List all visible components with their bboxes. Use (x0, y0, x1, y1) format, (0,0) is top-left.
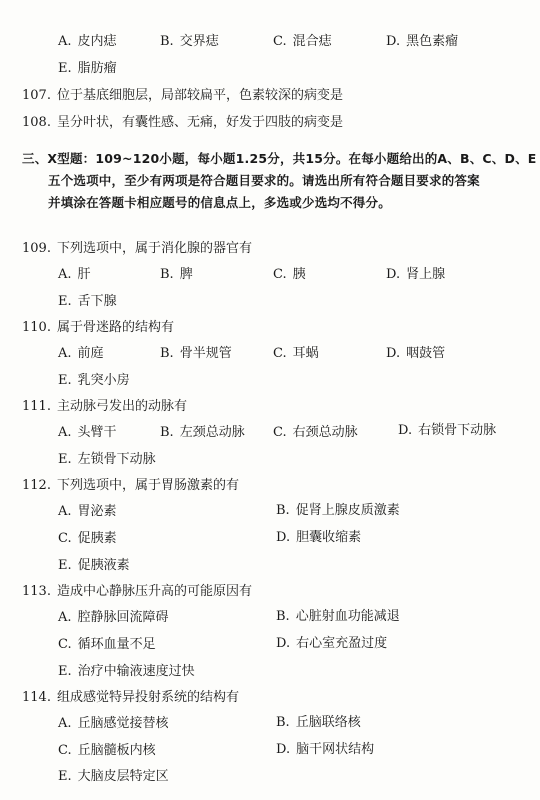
option-112-c: C. 促胰素 (58, 531, 117, 546)
option-114-e: E. 大脑皮层特定区 (58, 769, 169, 784)
option-109-a: A. 肝 (58, 267, 91, 282)
option-113-e: E. 治疗中输液速度过快 (58, 664, 195, 679)
option-110-a: A. 前庭 (58, 346, 104, 361)
option-109-d: D. 肾上腺 (386, 267, 446, 282)
option-111-e: E. 左锁骨下动脉 (58, 452, 156, 467)
question-111: 111. 主动脉弓发出的动脉有 (22, 399, 187, 414)
option-109-b: B. 脾 (160, 267, 193, 282)
option-110-d: D. 咽鼓管 (386, 346, 446, 361)
option-112-e: E. 促胰液素 (58, 558, 130, 573)
question-110: 110. 属于骨迷路的结构有 (22, 320, 174, 335)
question-113: 113. 造成中心静脉压升高的可能原因有 (22, 584, 252, 599)
section-line-2: 五个选项中，至少有两项是符合题目要求的。请选出所有符合题目要求的答案 (48, 173, 480, 188)
option-prev-c: C. 混合痣 (273, 34, 332, 49)
option-111-d: D. 右锁骨下动脉 (398, 423, 497, 438)
question-112: 112. 下列选项中，属于胃肠激素的有 (22, 478, 239, 493)
option-114-b: B. 丘脑联络核 (276, 715, 361, 730)
section-line-3: 并填涂在答题卡相应题号的信息点上，多选或少选均不得分。 (48, 195, 391, 210)
option-114-a: A. 丘脑感觉接替核 (58, 716, 169, 731)
option-109-e: E. 舌下腺 (58, 294, 117, 309)
option-112-a: A. 胃泌素 (58, 504, 117, 519)
option-111-c: C. 右颈总动脉 (273, 425, 358, 440)
option-prev-a: A. 皮内痣 (58, 34, 117, 49)
option-prev-e: E. 脂肪瘤 (58, 61, 117, 76)
question-109: 109. 下列选项中，属于消化腺的器官有 (22, 241, 252, 256)
question-107: 107. 位于基底细胞层，局部较扁平，色素较深的病变是 (22, 88, 343, 103)
option-113-a: A. 腔静脉回流障碍 (58, 610, 169, 625)
option-112-d: D. 胆囊收缩素 (276, 530, 362, 545)
option-prev-b: B. 交界痣 (160, 34, 219, 49)
option-110-b: B. 骨半规管 (160, 346, 232, 361)
option-110-c: C. 耳蜗 (273, 346, 319, 361)
option-113-b: B. 心脏射血功能减退 (276, 609, 400, 624)
option-111-b: B. 左颈总动脉 (160, 425, 245, 440)
option-114-d: D. 脑干网状结构 (276, 742, 375, 757)
option-110-e: E. 乳突小房 (58, 373, 130, 388)
section-instructions (22, 148, 537, 214)
option-114-c: C. 丘脑髓板内核 (58, 743, 156, 758)
option-111-a: A. 头臂干 (58, 425, 117, 440)
option-109-c: C. 胰 (273, 267, 306, 282)
option-112-b: B. 促肾上腺皮质激素 (276, 503, 400, 518)
section-line-1: 三、X型题：109~120小题，每小题1.25分，共15分。在每小题给出的A、B、C、D、E (22, 151, 537, 166)
option-113-c: C. 循环血量不足 (58, 637, 156, 652)
option-113-d: D. 右心室充盈过度 (276, 636, 388, 651)
question-108: 108. 呈分叶状，有囊性感、无痛，好发于四肢的病变是 (22, 115, 343, 130)
question-114: 114. 组成感觉特异投射系统的结构有 (22, 690, 239, 705)
option-prev-d: D. 黑色素瘤 (386, 34, 459, 49)
